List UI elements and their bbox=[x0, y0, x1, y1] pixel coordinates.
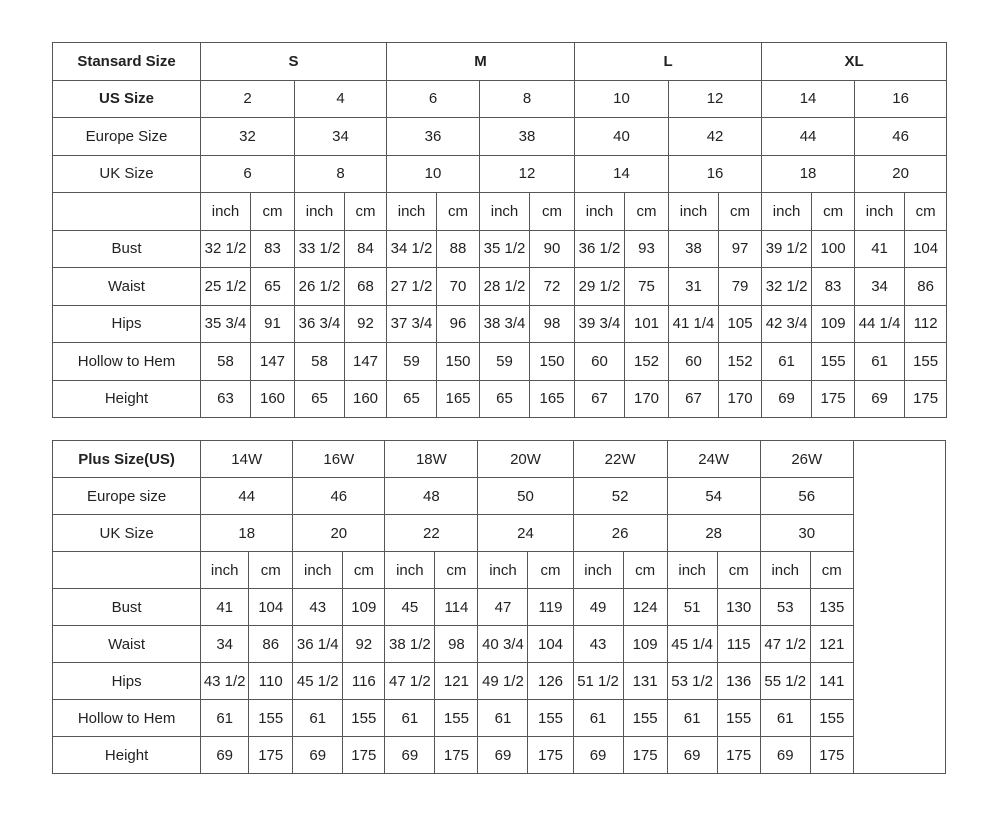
measure-value-cell: 70 bbox=[437, 268, 480, 306]
measure-value-cell: 41 bbox=[201, 589, 249, 626]
measure-value-cell: 41 bbox=[855, 230, 905, 268]
measure-value-cell: 39 1/2 bbox=[762, 230, 812, 268]
measure-value-cell: 42 3/4 bbox=[762, 305, 812, 343]
measure-value-cell: 34 bbox=[201, 626, 249, 663]
measure-value-cell: 37 3/4 bbox=[387, 305, 437, 343]
europe-size-cell: 40 bbox=[575, 118, 669, 156]
measure-value-cell: 98 bbox=[435, 626, 478, 663]
plus-size-cell: 18W bbox=[385, 441, 478, 478]
uk-size-cell: 18 bbox=[201, 515, 293, 552]
measure-value-cell: 61 bbox=[762, 343, 812, 381]
measure-label: Waist bbox=[53, 626, 201, 663]
measure-value-cell: 36 1/2 bbox=[575, 230, 625, 268]
unit-cm-cell: cm bbox=[812, 193, 855, 231]
unit-cm-cell: cm bbox=[249, 552, 293, 589]
measure-value-cell: 97 bbox=[719, 230, 762, 268]
measure-value-cell: 25 1/2 bbox=[201, 268, 251, 306]
uk-size-cell: 20 bbox=[293, 515, 385, 552]
measure-value-cell: 155 bbox=[810, 700, 853, 737]
measure-value-cell: 115 bbox=[717, 626, 760, 663]
us-size-cell: 2 bbox=[201, 80, 295, 118]
plus-size-cell: 20W bbox=[478, 441, 573, 478]
uk-size-label: UK Size bbox=[53, 155, 201, 193]
measure-value-cell: 69 bbox=[293, 737, 343, 774]
measure-value-cell: 36 3/4 bbox=[295, 305, 345, 343]
measure-value-cell: 58 bbox=[295, 343, 345, 381]
europe-size-cell: 52 bbox=[573, 478, 667, 515]
measure-value-cell: 61 bbox=[855, 343, 905, 381]
table-row-uk-size bbox=[53, 155, 947, 193]
unit-inch-cell: inch bbox=[573, 552, 623, 589]
table-row-hollow-to-hem bbox=[53, 700, 946, 737]
measure-value-cell: 126 bbox=[528, 663, 573, 700]
europe-size-label: Europe size bbox=[53, 478, 201, 515]
measure-value-cell: 35 3/4 bbox=[201, 305, 251, 343]
uk-size-cell: 6 bbox=[201, 155, 295, 193]
measure-value-cell: 49 bbox=[573, 589, 623, 626]
measure-value-cell: 59 bbox=[480, 343, 530, 381]
measure-value-cell: 101 bbox=[625, 305, 669, 343]
measure-value-cell: 26 1/2 bbox=[295, 268, 345, 306]
unit-inch-cell: inch bbox=[385, 552, 435, 589]
measure-label: Bust bbox=[53, 589, 201, 626]
standard-size-table bbox=[52, 42, 947, 418]
measure-value-cell: 61 bbox=[760, 700, 810, 737]
measure-value-cell: 69 bbox=[760, 737, 810, 774]
measure-value-cell: 65 bbox=[251, 268, 295, 306]
measure-value-cell: 83 bbox=[812, 268, 855, 306]
uk-size-cell: 18 bbox=[762, 155, 855, 193]
measure-value-cell: 61 bbox=[573, 700, 623, 737]
measure-value-cell: 175 bbox=[435, 737, 478, 774]
measure-value-cell: 119 bbox=[528, 589, 573, 626]
measure-value-cell: 55 1/2 bbox=[760, 663, 810, 700]
uk-size-cell: 10 bbox=[387, 155, 480, 193]
measure-value-cell: 61 bbox=[385, 700, 435, 737]
measure-value-cell: 47 bbox=[478, 589, 528, 626]
measure-value-cell: 43 bbox=[293, 589, 343, 626]
unit-inch-cell: inch bbox=[760, 552, 810, 589]
measure-value-cell: 49 1/2 bbox=[478, 663, 528, 700]
unit-cm-cell: cm bbox=[810, 552, 853, 589]
unit-cm-cell: cm bbox=[435, 552, 478, 589]
unit-inch-cell: inch bbox=[480, 193, 530, 231]
measure-label: Hips bbox=[53, 305, 201, 343]
measure-value-cell: 152 bbox=[625, 343, 669, 381]
measure-value-cell: 72 bbox=[530, 268, 575, 306]
measure-value-cell: 69 bbox=[667, 737, 717, 774]
measure-value-cell: 130 bbox=[717, 589, 760, 626]
measure-value-cell: 114 bbox=[435, 589, 478, 626]
units-blank-cell bbox=[53, 193, 201, 231]
europe-size-cell: 44 bbox=[762, 118, 855, 156]
unit-cm-cell: cm bbox=[437, 193, 480, 231]
measure-value-cell: 61 bbox=[667, 700, 717, 737]
blank-right-column bbox=[853, 441, 945, 774]
unit-inch-cell: inch bbox=[667, 552, 717, 589]
measure-value-cell: 116 bbox=[343, 663, 385, 700]
measure-value-cell: 65 bbox=[295, 380, 345, 418]
measure-value-cell: 152 bbox=[719, 343, 762, 381]
measure-value-cell: 38 bbox=[669, 230, 719, 268]
us-size-cell: 4 bbox=[295, 80, 387, 118]
measure-value-cell: 51 1/2 bbox=[573, 663, 623, 700]
measure-value-cell: 32 1/2 bbox=[762, 268, 812, 306]
measure-value-cell: 150 bbox=[530, 343, 575, 381]
measure-value-cell: 27 1/2 bbox=[387, 268, 437, 306]
measure-value-cell: 35 1/2 bbox=[480, 230, 530, 268]
measure-value-cell: 59 bbox=[387, 343, 437, 381]
plus-size-cell: 16W bbox=[293, 441, 385, 478]
header-label: Stansard Size bbox=[53, 43, 201, 81]
measure-value-cell: 100 bbox=[812, 230, 855, 268]
unit-cm-cell: cm bbox=[530, 193, 575, 231]
measure-value-cell: 79 bbox=[719, 268, 762, 306]
europe-size-cell: 42 bbox=[669, 118, 762, 156]
measure-value-cell: 155 bbox=[343, 700, 385, 737]
measure-value-cell: 141 bbox=[810, 663, 853, 700]
measure-value-cell: 53 bbox=[760, 589, 810, 626]
table-row-waist bbox=[53, 268, 947, 306]
measure-value-cell: 38 1/2 bbox=[385, 626, 435, 663]
measure-value-cell: 155 bbox=[528, 700, 573, 737]
measure-value-cell: 175 bbox=[905, 380, 947, 418]
measure-value-cell: 165 bbox=[530, 380, 575, 418]
measure-label: Bust bbox=[53, 230, 201, 268]
us-size-cell: 10 bbox=[575, 80, 669, 118]
measure-value-cell: 175 bbox=[623, 737, 667, 774]
size-group-s: S bbox=[201, 43, 387, 81]
measure-label: Hips bbox=[53, 663, 201, 700]
measure-value-cell: 53 1/2 bbox=[667, 663, 717, 700]
measure-value-cell: 29 1/2 bbox=[575, 268, 625, 306]
europe-size-cell: 54 bbox=[667, 478, 760, 515]
measure-value-cell: 86 bbox=[905, 268, 947, 306]
measure-value-cell: 170 bbox=[719, 380, 762, 418]
measure-value-cell: 61 bbox=[293, 700, 343, 737]
unit-cm-cell: cm bbox=[905, 193, 947, 231]
measure-value-cell: 43 bbox=[573, 626, 623, 663]
unit-inch-cell: inch bbox=[669, 193, 719, 231]
measure-value-cell: 47 1/2 bbox=[760, 626, 810, 663]
measure-value-cell: 36 1/4 bbox=[293, 626, 343, 663]
table-row-height bbox=[53, 737, 946, 774]
measure-value-cell: 63 bbox=[201, 380, 251, 418]
europe-size-cell: 46 bbox=[293, 478, 385, 515]
table-row-bust bbox=[53, 230, 947, 268]
unit-cm-cell: cm bbox=[345, 193, 387, 231]
table-row-uk-size bbox=[53, 515, 946, 552]
measure-value-cell: 92 bbox=[343, 626, 385, 663]
unit-inch-cell: inch bbox=[293, 552, 343, 589]
us-size-cell: 6 bbox=[387, 80, 480, 118]
table-row-units bbox=[53, 193, 947, 231]
europe-size-cell: 50 bbox=[478, 478, 573, 515]
measure-value-cell: 28 1/2 bbox=[480, 268, 530, 306]
measure-value-cell: 121 bbox=[435, 663, 478, 700]
measure-value-cell: 34 bbox=[855, 268, 905, 306]
measure-value-cell: 175 bbox=[810, 737, 853, 774]
measure-value-cell: 45 1/4 bbox=[667, 626, 717, 663]
measure-value-cell: 34 1/2 bbox=[387, 230, 437, 268]
table-row-bust bbox=[53, 589, 946, 626]
measure-value-cell: 135 bbox=[810, 589, 853, 626]
measure-value-cell: 155 bbox=[905, 343, 947, 381]
measure-value-cell: 175 bbox=[249, 737, 293, 774]
unit-inch-cell: inch bbox=[387, 193, 437, 231]
measure-value-cell: 155 bbox=[623, 700, 667, 737]
measure-value-cell: 60 bbox=[669, 343, 719, 381]
measure-value-cell: 165 bbox=[437, 380, 480, 418]
measure-value-cell: 41 1/4 bbox=[669, 305, 719, 343]
table-row-hips bbox=[53, 305, 947, 343]
europe-size-cell: 36 bbox=[387, 118, 480, 156]
measure-value-cell: 45 bbox=[385, 589, 435, 626]
measure-value-cell: 104 bbox=[905, 230, 947, 268]
uk-size-cell: 20 bbox=[855, 155, 947, 193]
uk-size-cell: 14 bbox=[575, 155, 669, 193]
measure-value-cell: 84 bbox=[345, 230, 387, 268]
europe-size-cell: 44 bbox=[201, 478, 293, 515]
measure-value-cell: 104 bbox=[249, 589, 293, 626]
measure-value-cell: 67 bbox=[669, 380, 719, 418]
measure-value-cell: 33 1/2 bbox=[295, 230, 345, 268]
measure-value-cell: 39 3/4 bbox=[575, 305, 625, 343]
europe-size-cell: 48 bbox=[385, 478, 478, 515]
uk-size-cell: 30 bbox=[760, 515, 853, 552]
measure-value-cell: 124 bbox=[623, 589, 667, 626]
measure-value-cell: 69 bbox=[201, 737, 249, 774]
plus-size-table bbox=[52, 440, 946, 774]
us-size-cell: 12 bbox=[669, 80, 762, 118]
size-group-l: L bbox=[575, 43, 762, 81]
measure-value-cell: 69 bbox=[855, 380, 905, 418]
europe-size-cell: 38 bbox=[480, 118, 575, 156]
unit-inch-cell: inch bbox=[762, 193, 812, 231]
uk-size-cell: 12 bbox=[480, 155, 575, 193]
table-row-header bbox=[53, 43, 947, 81]
measure-value-cell: 96 bbox=[437, 305, 480, 343]
plus-size-cell: 22W bbox=[573, 441, 667, 478]
measure-value-cell: 109 bbox=[812, 305, 855, 343]
plus-size-cell: 14W bbox=[201, 441, 293, 478]
measure-value-cell: 69 bbox=[762, 380, 812, 418]
table-row-europe-size bbox=[53, 118, 947, 156]
measure-value-cell: 121 bbox=[810, 626, 853, 663]
measure-value-cell: 175 bbox=[343, 737, 385, 774]
measure-value-cell: 131 bbox=[623, 663, 667, 700]
measure-label: Waist bbox=[53, 268, 201, 306]
us-size-cell: 16 bbox=[855, 80, 947, 118]
measure-value-cell: 65 bbox=[387, 380, 437, 418]
plus-size-label: Plus Size(US) bbox=[53, 441, 201, 478]
measure-value-cell: 91 bbox=[251, 305, 295, 343]
uk-size-cell: 28 bbox=[667, 515, 760, 552]
uk-size-cell: 8 bbox=[295, 155, 387, 193]
table-row-europe-size bbox=[53, 478, 946, 515]
measure-value-cell: 147 bbox=[251, 343, 295, 381]
europe-size-cell: 34 bbox=[295, 118, 387, 156]
measure-value-cell: 90 bbox=[530, 230, 575, 268]
measure-value-cell: 110 bbox=[249, 663, 293, 700]
measure-label: Hollow to Hem bbox=[53, 343, 201, 381]
measure-value-cell: 38 3/4 bbox=[480, 305, 530, 343]
unit-cm-cell: cm bbox=[528, 552, 573, 589]
uk-size-cell: 24 bbox=[478, 515, 573, 552]
measure-value-cell: 43 1/2 bbox=[201, 663, 249, 700]
size-group-m: M bbox=[387, 43, 575, 81]
measure-value-cell: 58 bbox=[201, 343, 251, 381]
table-row-hollow-to-hem bbox=[53, 343, 947, 381]
measure-label: Height bbox=[53, 737, 201, 774]
uk-size-cell: 16 bbox=[669, 155, 762, 193]
measure-value-cell: 92 bbox=[345, 305, 387, 343]
measure-value-cell: 31 bbox=[669, 268, 719, 306]
measure-label: Hollow to Hem bbox=[53, 700, 201, 737]
measure-value-cell: 47 1/2 bbox=[385, 663, 435, 700]
measure-value-cell: 61 bbox=[478, 700, 528, 737]
measure-value-cell: 69 bbox=[385, 737, 435, 774]
europe-size-label: Europe Size bbox=[53, 118, 201, 156]
europe-size-cell: 46 bbox=[855, 118, 947, 156]
measure-value-cell: 175 bbox=[812, 380, 855, 418]
measure-value-cell: 98 bbox=[530, 305, 575, 343]
measure-value-cell: 67 bbox=[575, 380, 625, 418]
measure-value-cell: 155 bbox=[435, 700, 478, 737]
unit-inch-cell: inch bbox=[478, 552, 528, 589]
unit-cm-cell: cm bbox=[717, 552, 760, 589]
measure-value-cell: 60 bbox=[575, 343, 625, 381]
table-row-waist bbox=[53, 626, 946, 663]
measure-value-cell: 136 bbox=[717, 663, 760, 700]
measure-value-cell: 88 bbox=[437, 230, 480, 268]
table-row-plus-size bbox=[53, 441, 946, 478]
uk-size-label: UK Size bbox=[53, 515, 201, 552]
measure-value-cell: 109 bbox=[623, 626, 667, 663]
size-group-xl: XL bbox=[762, 43, 947, 81]
measure-value-cell: 105 bbox=[719, 305, 762, 343]
measure-value-cell: 83 bbox=[251, 230, 295, 268]
plus-size-cell: 24W bbox=[667, 441, 760, 478]
measure-value-cell: 68 bbox=[345, 268, 387, 306]
measure-value-cell: 175 bbox=[717, 737, 760, 774]
us-size-cell: 8 bbox=[480, 80, 575, 118]
measure-value-cell: 155 bbox=[717, 700, 760, 737]
unit-inch-cell: inch bbox=[295, 193, 345, 231]
measure-value-cell: 86 bbox=[249, 626, 293, 663]
unit-inch-cell: inch bbox=[575, 193, 625, 231]
unit-cm-cell: cm bbox=[623, 552, 667, 589]
measure-value-cell: 160 bbox=[345, 380, 387, 418]
plus-size-cell: 26W bbox=[760, 441, 853, 478]
measure-value-cell: 93 bbox=[625, 230, 669, 268]
measure-value-cell: 44 1/4 bbox=[855, 305, 905, 343]
measure-value-cell: 155 bbox=[249, 700, 293, 737]
measure-value-cell: 175 bbox=[528, 737, 573, 774]
measure-value-cell: 32 1/2 bbox=[201, 230, 251, 268]
us-size-label: US Size bbox=[53, 80, 201, 118]
measure-value-cell: 75 bbox=[625, 268, 669, 306]
us-size-cell: 14 bbox=[762, 80, 855, 118]
measure-value-cell: 40 3/4 bbox=[478, 626, 528, 663]
unit-inch-cell: inch bbox=[855, 193, 905, 231]
measure-label: Height bbox=[53, 380, 201, 418]
measure-value-cell: 61 bbox=[201, 700, 249, 737]
measure-value-cell: 170 bbox=[625, 380, 669, 418]
unit-cm-cell: cm bbox=[343, 552, 385, 589]
measure-value-cell: 155 bbox=[812, 343, 855, 381]
measure-value-cell: 150 bbox=[437, 343, 480, 381]
measure-value-cell: 160 bbox=[251, 380, 295, 418]
table-row-us-size bbox=[53, 80, 947, 118]
unit-inch-cell: inch bbox=[201, 193, 251, 231]
table-row-units bbox=[53, 552, 946, 589]
measure-value-cell: 65 bbox=[480, 380, 530, 418]
measure-value-cell: 112 bbox=[905, 305, 947, 343]
measure-value-cell: 51 bbox=[667, 589, 717, 626]
measure-value-cell: 69 bbox=[478, 737, 528, 774]
measure-value-cell: 69 bbox=[573, 737, 623, 774]
unit-inch-cell: inch bbox=[201, 552, 249, 589]
measure-value-cell: 147 bbox=[345, 343, 387, 381]
unit-cm-cell: cm bbox=[251, 193, 295, 231]
unit-cm-cell: cm bbox=[625, 193, 669, 231]
measure-value-cell: 45 1/2 bbox=[293, 663, 343, 700]
units-blank-cell bbox=[53, 552, 201, 589]
unit-cm-cell: cm bbox=[719, 193, 762, 231]
measure-value-cell: 109 bbox=[343, 589, 385, 626]
uk-size-cell: 22 bbox=[385, 515, 478, 552]
table-row-hips bbox=[53, 663, 946, 700]
table-row-height bbox=[53, 380, 947, 418]
europe-size-cell: 32 bbox=[201, 118, 295, 156]
uk-size-cell: 26 bbox=[573, 515, 667, 552]
europe-size-cell: 56 bbox=[760, 478, 853, 515]
measure-value-cell: 104 bbox=[528, 626, 573, 663]
